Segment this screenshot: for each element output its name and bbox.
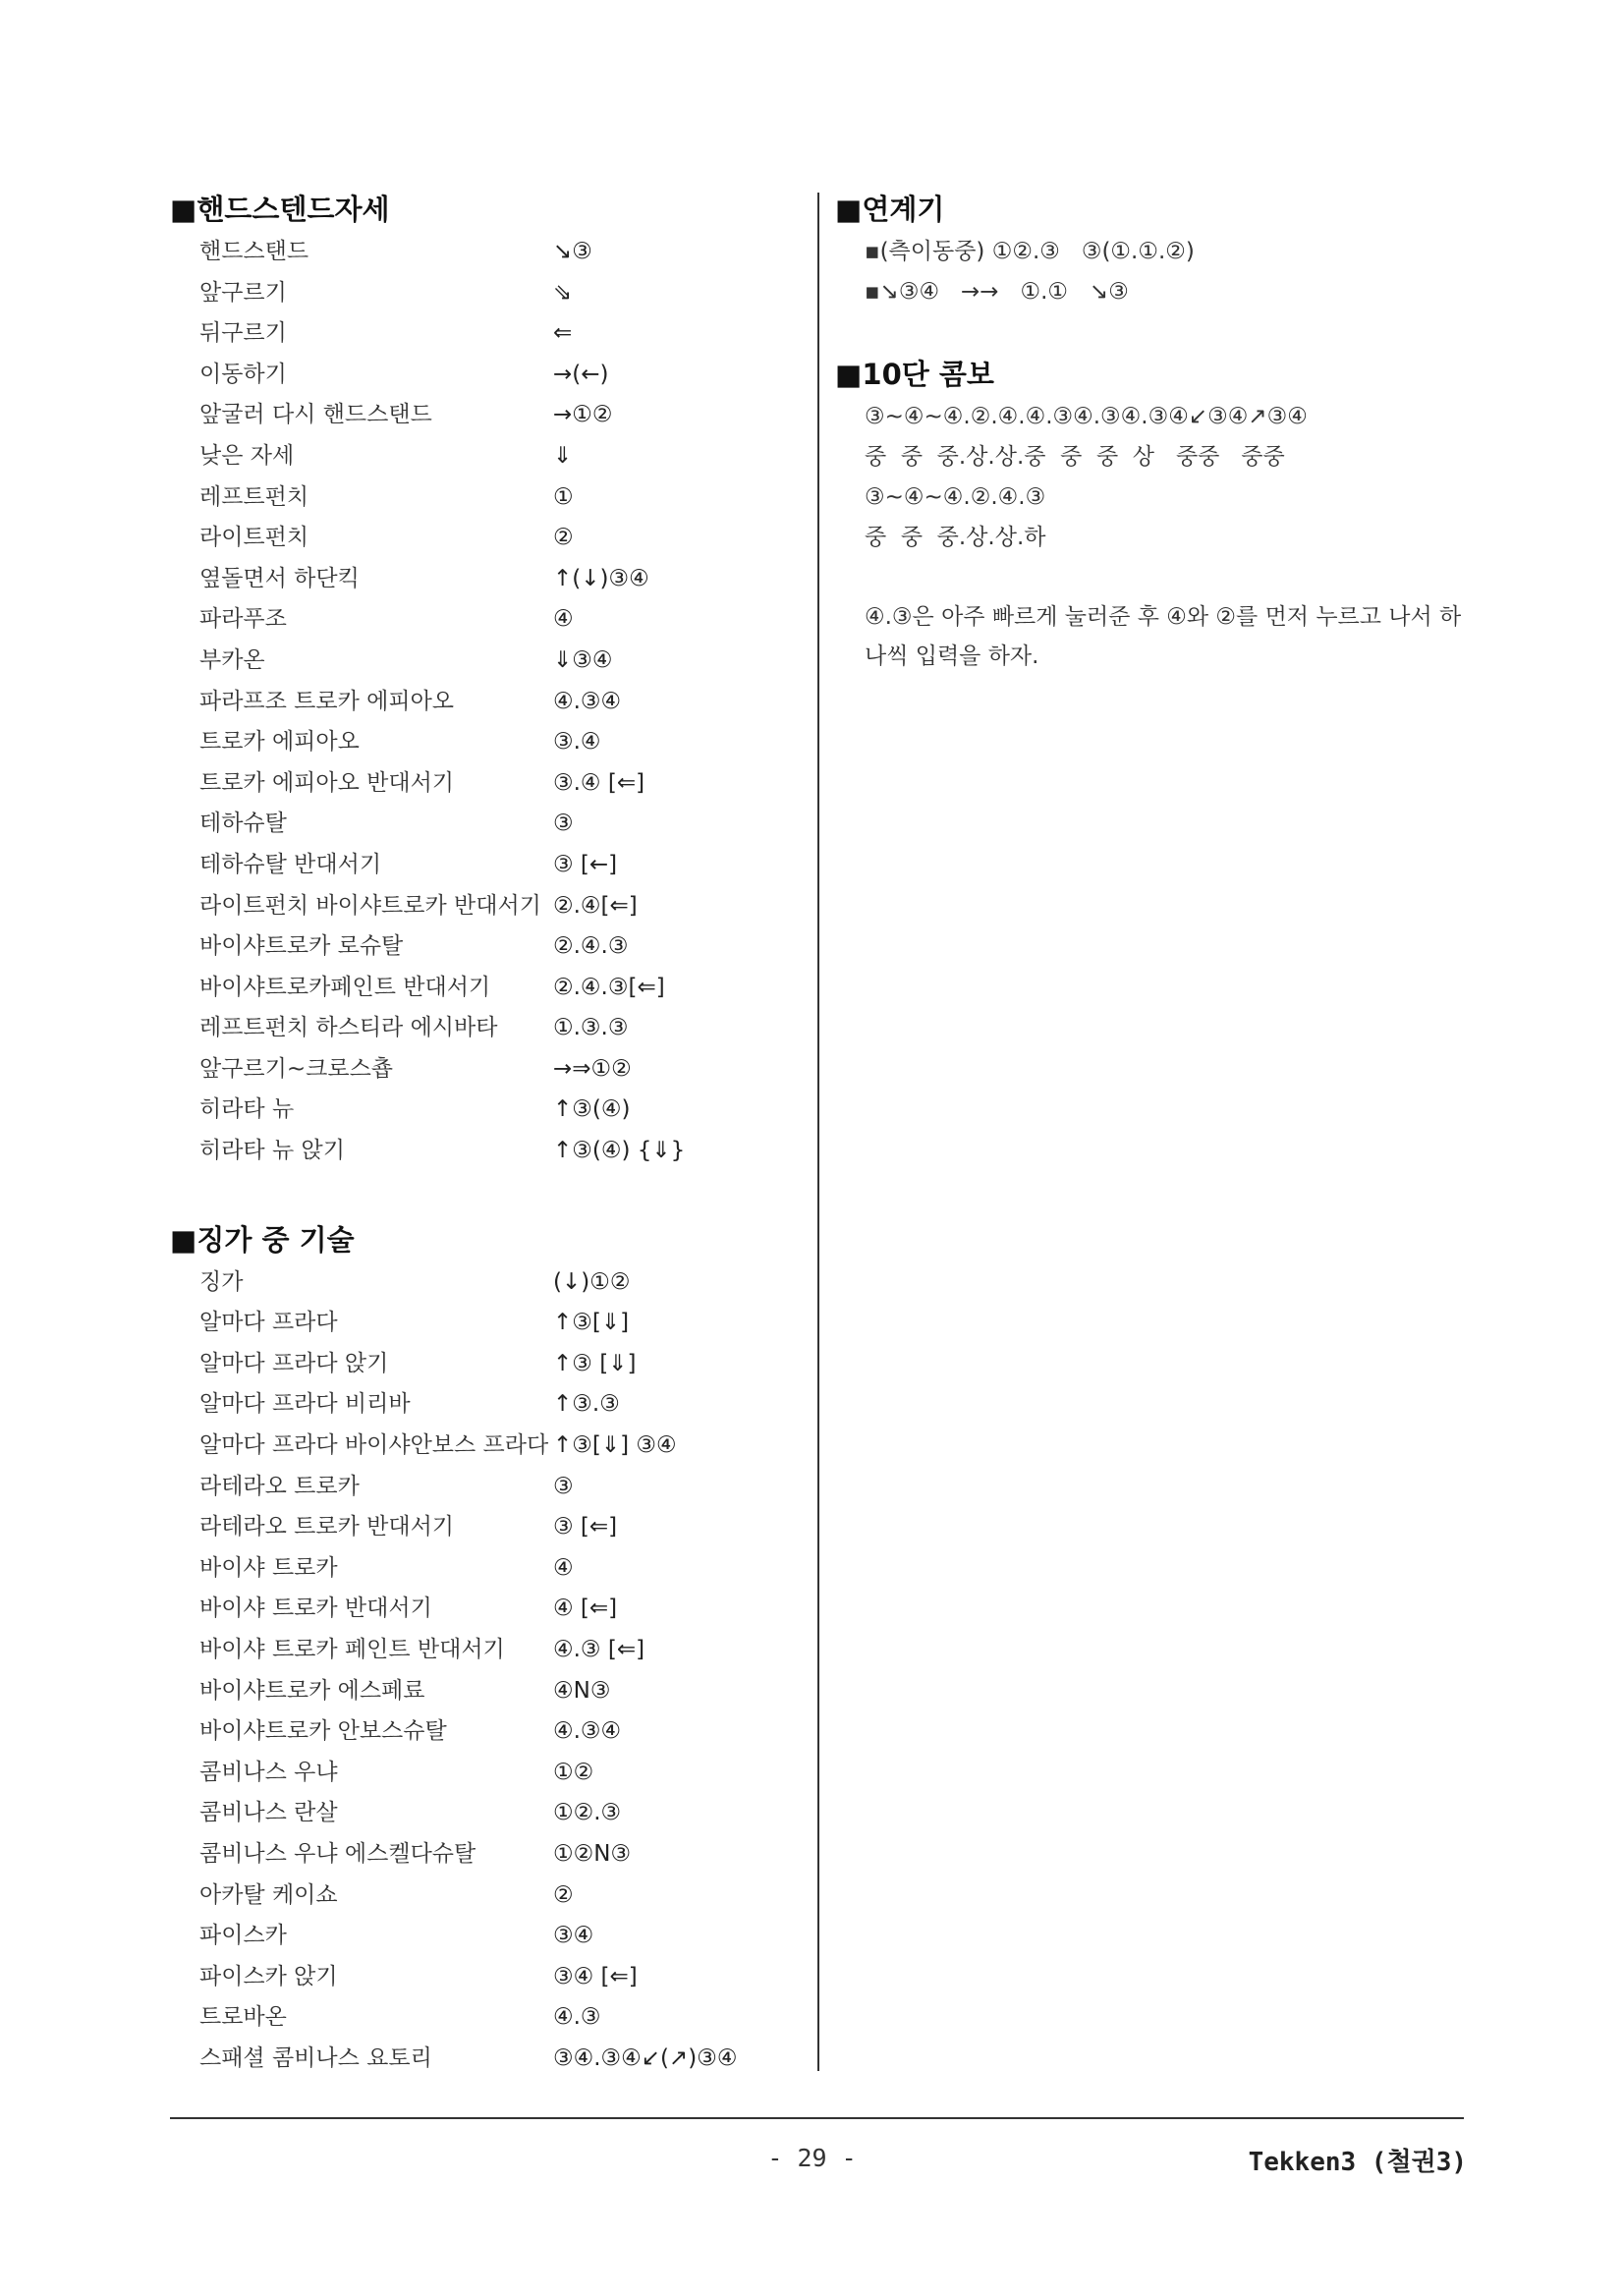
column-divider	[817, 193, 819, 2071]
move-row	[170, 1997, 799, 2039]
move-row	[170, 1753, 799, 1794]
move-row	[170, 886, 799, 927]
move-row	[170, 1589, 799, 1630]
move-row	[170, 763, 799, 805]
move-row	[170, 313, 799, 355]
section-title-ginga: ■징가 중 기술	[170, 1222, 355, 1257]
move-name: 앞굴러 다시 핸드스탠드	[199, 402, 432, 428]
move-name: 트로카 에피아오	[199, 729, 360, 756]
move-command: ②.④.③[⇐]	[553, 974, 665, 1000]
move-name: 바이샤트로카 에스페료	[199, 1677, 425, 1704]
move-name: 바이샤 트로카	[199, 1554, 338, 1581]
move-name: 이동하기	[199, 361, 287, 387]
section-spacer	[170, 1172, 799, 1217]
move-command: ④.③	[553, 2004, 601, 2031]
move-name: 라테라오 트로카 반대서기	[199, 1514, 455, 1540]
move-row	[170, 1467, 799, 1508]
move-name: 레프트펀치	[199, 483, 309, 510]
move-command: ①②	[553, 1759, 594, 1785]
move-row	[170, 559, 799, 600]
move-row	[170, 436, 799, 477]
move-command: →⇒①②	[553, 1055, 632, 1082]
move-row	[170, 477, 799, 519]
move-name: 옆돌면서 하단킥	[199, 565, 360, 591]
move-command: →①②	[553, 402, 613, 428]
move-row	[170, 232, 799, 273]
move-name: 테하슈탈	[199, 811, 287, 837]
move-command: ↘③	[553, 239, 592, 264]
move-command: ②	[553, 1881, 574, 1908]
move-row	[170, 1344, 799, 1385]
move-row	[170, 968, 799, 1009]
move-row	[170, 1916, 799, 1957]
move-row	[170, 1008, 799, 1049]
move-command: ③ [⇐]	[553, 1514, 618, 1540]
move-command: ↑③(④)	[553, 1096, 631, 1123]
move-command: ④N③	[553, 1677, 611, 1704]
move-command: ⇓	[553, 442, 573, 469]
move-command: →(←)	[553, 361, 609, 387]
move-command: ①	[553, 483, 574, 510]
combo-height-line: 중 중 중.상.상.중 중 중 상 중중 중중	[865, 444, 1285, 470]
move-name: 파이스카 앉기	[199, 1963, 338, 1989]
move-row	[170, 1262, 799, 1304]
combo-height-line: 중 중 중.상.상.하	[865, 525, 1046, 550]
move-name: 라이트펀치	[199, 525, 309, 551]
move-command: ③	[553, 811, 574, 837]
move-name: 트로바온	[199, 2004, 287, 2031]
move-name: 바이샤트로카 로슈탈	[199, 933, 404, 960]
move-command: ④.③ [⇐]	[553, 1637, 645, 1662]
move-name: 바이샤 트로카 반대서기	[199, 1596, 432, 1622]
move-row	[170, 2039, 799, 2080]
move-row	[170, 1049, 799, 1091]
combo-tip-note: ④.③은 아주 빠르게 눌러준 후 ④와 ②를 먼저 누르고 나서 하나씩 입력을 하자.	[865, 604, 1462, 669]
combo-input-line: ③~④~④.②.④.③	[865, 484, 1046, 510]
move-command: ④.③④	[553, 1718, 622, 1745]
move-name: 파라푸조	[199, 606, 287, 633]
move-name: 파라프조 트로카 에피아오	[199, 688, 455, 714]
move-command: ①②N③	[553, 1840, 632, 1867]
footer-rule	[170, 2117, 1464, 2119]
move-name: 앞구르기~크로스춉	[199, 1055, 394, 1082]
move-row	[170, 395, 799, 436]
move-row	[170, 926, 799, 968]
move-command: ①②.③	[553, 1800, 622, 1826]
move-command: ↑③ [⇓]	[553, 1350, 637, 1376]
move-command: ③.④	[553, 729, 601, 756]
move-name: 라이트펀치 바이샤트로카 반대서기	[199, 892, 541, 919]
move-name: 바이샤 트로카 페인트 반대서기	[199, 1637, 505, 1662]
move-row	[170, 1876, 799, 1917]
move-name: 부카온	[199, 646, 265, 673]
ginga-move-list	[170, 1262, 799, 2080]
move-command: ↑(↓)③④	[553, 565, 649, 591]
move-row	[170, 804, 799, 845]
move-name: 라테라오 트로카	[199, 1473, 360, 1499]
move-row	[170, 273, 799, 314]
page-number: - 29 -	[767, 2144, 857, 2172]
move-name: 알마다 프라다 비리바	[199, 1391, 411, 1418]
move-row	[170, 1793, 799, 1834]
move-row	[170, 599, 799, 641]
move-name: 알마다 프라다 앉기	[199, 1350, 389, 1376]
section-title-link-moves: ■연계기	[835, 193, 945, 226]
move-row	[170, 1303, 799, 1344]
move-command: ③.④ [⇐]	[553, 769, 645, 796]
move-name: 히라타 뉴 앉기	[199, 1138, 345, 1164]
move-command: ⇐	[553, 320, 573, 347]
section-spacer	[835, 312, 1484, 352]
move-row	[170, 1711, 799, 1753]
move-command: ③ [←]	[553, 851, 618, 877]
document-title: Tekken3 (철권3)	[1248, 2148, 1467, 2177]
move-command: ③④.③④↙(↗)③④	[553, 2044, 738, 2071]
move-name: 콤비나스 란살	[199, 1800, 338, 1826]
move-row	[170, 518, 799, 559]
move-command: ↑③[⇓]	[553, 1310, 630, 1336]
move-row	[170, 1384, 799, 1426]
move-row	[170, 1834, 799, 1876]
move-row	[170, 1090, 799, 1131]
move-name: 트로카 에피아오 반대서기	[199, 769, 455, 796]
move-row	[170, 682, 799, 723]
move-name: 바이샤트로카 안보스슈탈	[199, 1718, 447, 1745]
move-command: ⇓③④	[553, 646, 613, 673]
section-title-10-hit-combo: ■10단 콤보	[835, 358, 994, 391]
move-command: ②.④[⇐]	[553, 892, 638, 919]
move-row	[170, 1630, 799, 1671]
move-name: 콤비나스 우냐 에스켈다슈탈	[199, 1840, 476, 1867]
move-row	[170, 722, 799, 763]
move-command: ②.④.③	[553, 933, 629, 960]
move-name: 스패셜 콤비나스 요토리	[199, 2044, 432, 2071]
move-name: 파이스카	[199, 1923, 287, 1949]
move-command: ③④	[553, 1923, 594, 1949]
move-command: ⇘	[553, 279, 573, 306]
move-name: 낮은 자세	[199, 442, 295, 469]
move-row	[170, 1426, 799, 1467]
move-row	[170, 845, 799, 886]
move-row	[170, 1671, 799, 1712]
move-command: ②	[553, 525, 574, 551]
move-command: (↓)①②	[553, 1268, 631, 1295]
paragraph-spacer	[835, 558, 1484, 597]
move-command: ④	[553, 606, 574, 633]
move-command: ↑③[⇓] ③④	[553, 1432, 677, 1459]
move-name: 알마다 프라다 바이샤안보스 프라다	[199, 1432, 549, 1459]
move-row	[170, 1548, 799, 1590]
move-name: 바이샤트로카페인트 반대서기	[199, 974, 491, 1000]
handstand-move-list	[170, 232, 799, 1172]
move-name: 앞구르기	[199, 279, 287, 306]
move-row	[170, 1507, 799, 1548]
move-command: ↑③.③	[553, 1391, 620, 1418]
link-move-line: ▪(측이동중) ①②.③ ③(①.①.②)	[865, 239, 1195, 264]
move-name: 테하슈탈 반대서기	[199, 851, 382, 877]
move-command: ③④ [⇐]	[553, 1963, 638, 1989]
move-command: ④.③④	[553, 688, 622, 714]
move-command: ①.③.③	[553, 1015, 629, 1041]
move-command: ↑③(④) {⇓}	[553, 1138, 686, 1164]
move-name: 알마다 프라다	[199, 1310, 338, 1336]
section-title-handstand: ■핸드스텐드자세	[170, 193, 390, 226]
move-name: 뒤구르기	[199, 320, 287, 347]
move-name: 히라타 뉴	[199, 1096, 295, 1123]
right-column	[835, 187, 1484, 676]
move-name: 핸드스탠드	[199, 239, 309, 264]
move-row	[170, 1131, 799, 1172]
link-move-line: ▪↘③④ →→ ①.① ↘③	[865, 279, 1129, 305]
move-name: 콤비나스 우냐	[199, 1759, 338, 1785]
move-name: 징가	[199, 1268, 244, 1295]
move-name: 레프트펀치 하스티라 에시바타	[199, 1015, 498, 1041]
combo-input-line: ③~④~④.②.④.④.③④.③④.③④↙③④↗③④	[865, 404, 1308, 429]
move-name: 아카탈 케이쇼	[199, 1881, 338, 1908]
move-command: ④ [⇐]	[553, 1596, 618, 1622]
move-command: ④	[553, 1554, 574, 1581]
move-command: ③	[553, 1473, 574, 1499]
left-column	[170, 187, 799, 2080]
move-row	[170, 1957, 799, 1998]
move-row	[170, 355, 799, 396]
move-row	[170, 641, 799, 682]
